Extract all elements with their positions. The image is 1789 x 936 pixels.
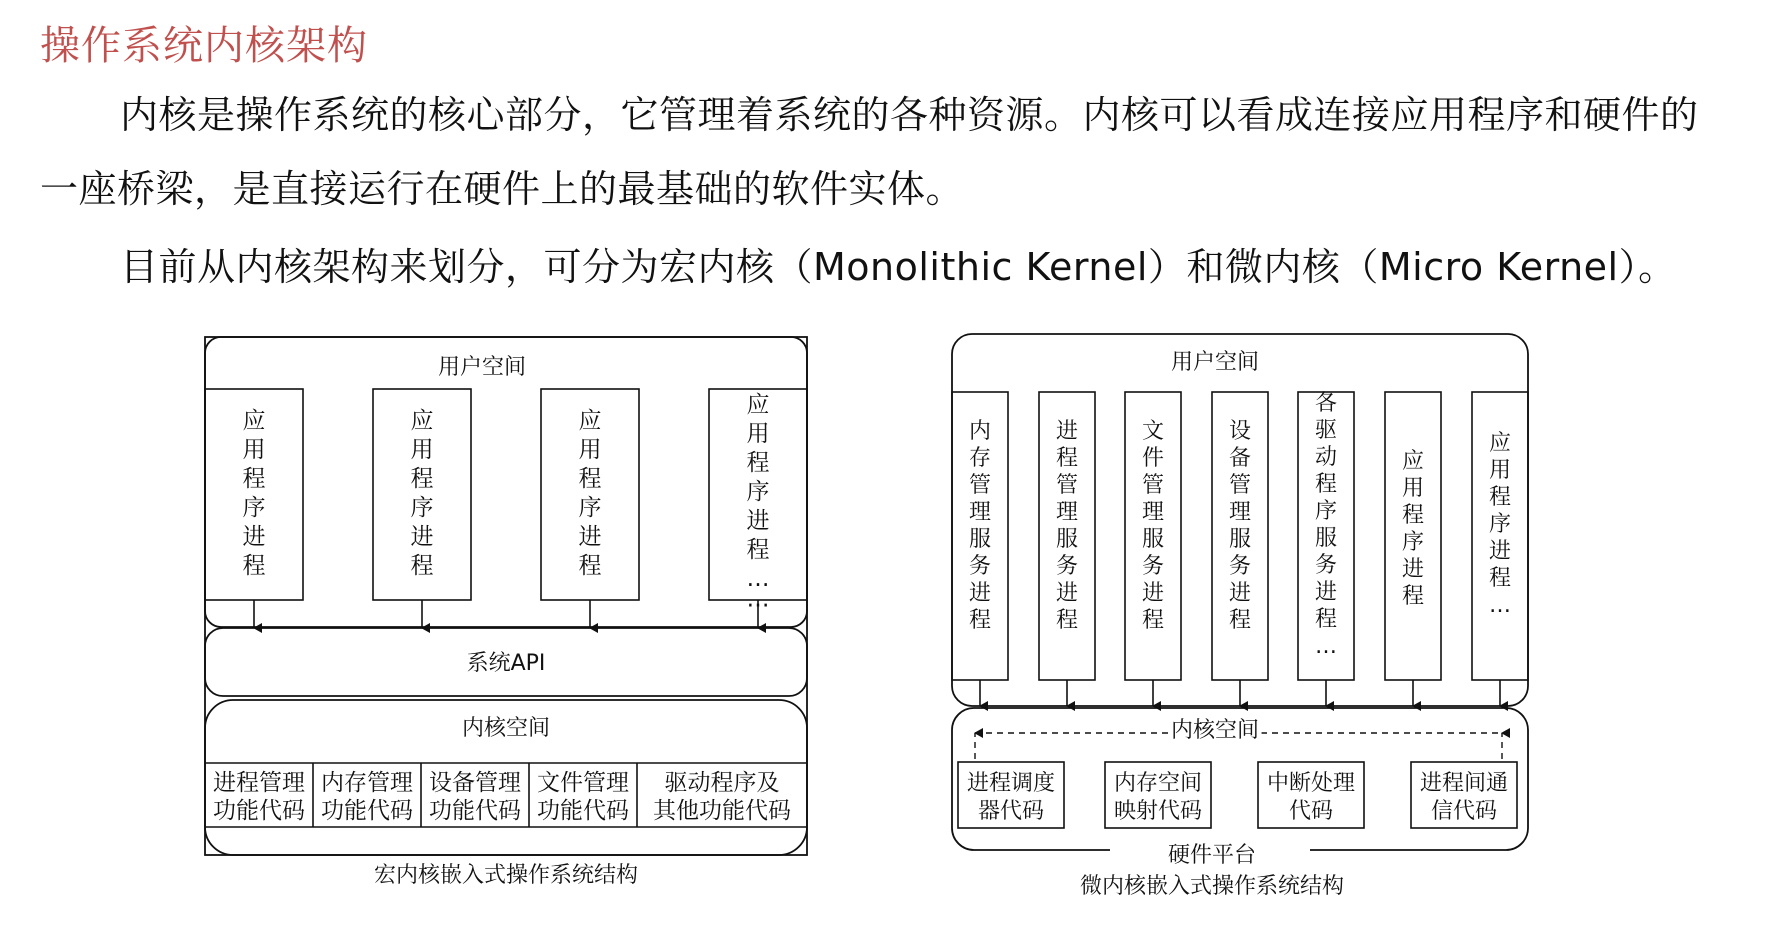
svg-text:用: 用 — [1488, 458, 1512, 483]
svg-text:件: 件 — [1141, 446, 1165, 471]
svg-text:进: 进 — [1314, 580, 1338, 605]
macro-user-space-box — [205, 337, 807, 627]
svg-text:管: 管 — [1141, 473, 1165, 498]
svg-text:程: 程 — [1488, 485, 1512, 510]
svg-text:进: 进 — [1141, 581, 1165, 606]
svg-text:程: 程 — [746, 450, 770, 476]
macro-kernel-space-label: 内核空间 — [461, 716, 551, 741]
svg-text:各: 各 — [1314, 391, 1338, 416]
svg-text:程: 程 — [410, 466, 434, 492]
svg-text:进: 进 — [1055, 419, 1079, 444]
micro-kernel-space-label: 内核空间 — [1170, 718, 1260, 743]
svg-text:程: 程 — [1314, 472, 1338, 497]
micro-service-label-5 — [1315, 391, 1337, 659]
micro-service-1 — [952, 392, 1008, 680]
svg-text:存: 存 — [968, 446, 992, 471]
svg-text:程: 程 — [1228, 608, 1252, 633]
svg-text:用: 用 — [410, 437, 434, 463]
svg-text:驱动程序及: 驱动程序及 — [664, 770, 780, 796]
svg-text:进程管理: 进程管理 — [213, 770, 305, 796]
svg-text:管: 管 — [968, 473, 992, 498]
svg-text:…: … — [746, 566, 770, 592]
svg-text:进程调度: 进程调度 — [966, 771, 1056, 796]
macro-process-label-2 — [411, 408, 434, 579]
svg-text:程: 程 — [1055, 608, 1079, 633]
svg-text:用: 用 — [1401, 476, 1425, 501]
svg-text:程: 程 — [968, 608, 992, 633]
micro-hardware-label: 硬件平台 — [1167, 843, 1257, 868]
macro-module-4 — [529, 763, 629, 827]
micro-service-label-6 — [1402, 449, 1424, 609]
macro-process-2 — [373, 389, 471, 600]
svg-text:务: 务 — [968, 554, 992, 579]
micro-service-label-3 — [1142, 419, 1164, 633]
micro-services — [952, 391, 1528, 706]
intro-paragraph-line-1: 内核是操作系统的核心部分，它管理着系统的各种资源。内核可以看成连接应用程序和硬件的 — [120, 93, 1699, 137]
svg-text:程: 程 — [1055, 446, 1079, 471]
svg-text:功能代码: 功能代码 — [321, 798, 413, 824]
svg-text:进程间通: 进程间通 — [1419, 771, 1509, 796]
macro-process-4 — [709, 389, 807, 612]
svg-text:功能代码: 功能代码 — [213, 798, 305, 824]
svg-text:程: 程 — [1401, 503, 1425, 528]
svg-text:管: 管 — [1228, 473, 1252, 498]
svg-text:服: 服 — [968, 527, 992, 552]
svg-text:服: 服 — [1228, 527, 1252, 552]
macro-processes — [205, 389, 807, 628]
svg-text:功能代码: 功能代码 — [429, 798, 521, 824]
svg-text:理: 理 — [1055, 500, 1079, 525]
svg-text:理: 理 — [968, 500, 992, 525]
svg-text:程: 程 — [242, 466, 266, 492]
svg-text:进: 进 — [968, 581, 992, 606]
micro-user-space-label: 用户空间 — [1170, 350, 1260, 375]
svg-text:功能代码: 功能代码 — [537, 798, 629, 824]
micro-service-label-2 — [1056, 419, 1078, 633]
svg-text:内存空间: 内存空间 — [1113, 771, 1203, 796]
macro-module-5 — [637, 763, 791, 827]
intro-paragraph-line-2: 一座桥梁，是直接运行在硬件上的最基础的软件实体。 — [40, 167, 965, 211]
micro-service-5 — [1298, 391, 1354, 680]
micro-service-4 — [1212, 392, 1268, 680]
svg-text:设备管理: 设备管理 — [429, 770, 521, 796]
svg-text:序: 序 — [242, 495, 266, 521]
svg-text:序: 序 — [1488, 512, 1512, 537]
micro-service-2 — [1039, 392, 1095, 680]
svg-text:程: 程 — [578, 553, 602, 579]
svg-text:进: 进 — [410, 524, 434, 550]
micro-module-3 — [1258, 762, 1364, 828]
svg-text:服: 服 — [1314, 526, 1338, 551]
macro-caption: 宏内核嵌入式操作系统结构 — [373, 863, 639, 888]
macro-process-label-1 — [243, 408, 266, 579]
micro-service-label-1 — [969, 419, 991, 633]
svg-text:用: 用 — [242, 437, 266, 463]
macro-module-3 — [421, 763, 521, 827]
svg-text:程: 程 — [1401, 584, 1425, 609]
macro-api-label: 系统API — [466, 651, 546, 676]
svg-text:应: 应 — [746, 392, 770, 418]
micro-service-7 — [1472, 392, 1528, 680]
svg-text:务: 务 — [1141, 554, 1165, 579]
micro-service-label-7 — [1489, 431, 1511, 618]
svg-text:应: 应 — [1488, 431, 1512, 456]
svg-text:序: 序 — [410, 495, 434, 521]
slide-title: 操作系统内核架构 — [40, 23, 368, 69]
svg-text:其他功能代码: 其他功能代码 — [653, 798, 791, 824]
macro-process-label-4 — [747, 392, 770, 612]
svg-text:动: 动 — [1314, 445, 1338, 470]
svg-text:中断处理: 中断处理 — [1266, 771, 1356, 796]
micro-kernel-diagram — [952, 334, 1528, 899]
svg-text:内: 内 — [968, 419, 992, 444]
svg-text:…: … — [1489, 593, 1511, 618]
micro-service-6 — [1385, 392, 1441, 680]
svg-text:程: 程 — [1141, 608, 1165, 633]
svg-text:序: 序 — [1401, 530, 1425, 555]
svg-text:内存管理: 内存管理 — [321, 770, 413, 796]
macro-module-2 — [313, 763, 413, 827]
svg-text:程: 程 — [746, 537, 770, 563]
macro-modules — [205, 763, 807, 827]
svg-text:进: 进 — [578, 524, 602, 550]
svg-text:序: 序 — [578, 495, 602, 521]
svg-text:…: … — [1315, 634, 1337, 659]
classification-paragraph: 目前从内核架构来划分，可分为宏内核（Monolithic Kernel）和微内核（Micro Kernel）。 — [120, 245, 1677, 289]
svg-text:服: 服 — [1141, 527, 1165, 552]
svg-text:程: 程 — [578, 466, 602, 492]
svg-text:用: 用 — [578, 437, 602, 463]
svg-text:理: 理 — [1228, 500, 1252, 525]
svg-text:务: 务 — [1314, 553, 1338, 578]
svg-text:应: 应 — [1401, 449, 1425, 474]
svg-text:程: 程 — [1314, 607, 1338, 632]
svg-text:代码: 代码 — [1288, 799, 1334, 824]
macro-process-label-3 — [579, 408, 602, 579]
svg-text:应: 应 — [242, 408, 266, 434]
macro-module-1 — [213, 770, 305, 824]
svg-text:管: 管 — [1055, 473, 1079, 498]
macro-process-1 — [205, 389, 303, 600]
svg-text:驱: 驱 — [1314, 418, 1338, 443]
micro-service-label-4 — [1229, 419, 1251, 633]
svg-text:设: 设 — [1228, 419, 1252, 444]
macro-kernel-diagram — [205, 337, 807, 888]
svg-text:程: 程 — [410, 553, 434, 579]
svg-text:进: 进 — [242, 524, 266, 550]
micro-modules — [958, 762, 1517, 828]
svg-text:进: 进 — [746, 508, 770, 534]
micro-service-3 — [1125, 392, 1181, 680]
svg-text:备: 备 — [1228, 446, 1252, 471]
svg-text:器代码: 器代码 — [977, 799, 1045, 824]
svg-text:文件管理: 文件管理 — [537, 770, 629, 796]
svg-text:务: 务 — [1228, 554, 1252, 579]
svg-text:应: 应 — [410, 408, 434, 434]
svg-text:服: 服 — [1055, 527, 1079, 552]
svg-text:应: 应 — [578, 408, 602, 434]
micro-module-4 — [1411, 762, 1517, 828]
macro-user-space-label: 用户空间 — [437, 355, 527, 380]
svg-text:序: 序 — [746, 479, 770, 505]
micro-module-2 — [1105, 762, 1211, 828]
svg-text:程: 程 — [242, 553, 266, 579]
svg-text:文: 文 — [1141, 419, 1165, 444]
svg-text:映射代码: 映射代码 — [1113, 799, 1203, 824]
micro-caption: 微内核嵌入式操作系统结构 — [1079, 874, 1345, 899]
svg-text:进: 进 — [1055, 581, 1079, 606]
svg-text:用: 用 — [746, 421, 770, 447]
svg-text:理: 理 — [1141, 500, 1165, 525]
svg-text:序: 序 — [1314, 499, 1338, 524]
svg-text:程: 程 — [1488, 566, 1512, 591]
svg-text:进: 进 — [1228, 581, 1252, 606]
macro-process-3 — [541, 389, 639, 600]
svg-text:信代码: 信代码 — [1430, 799, 1498, 824]
svg-text:…: … — [746, 586, 770, 613]
micro-module-1 — [958, 762, 1064, 828]
svg-text:务: 务 — [1055, 554, 1079, 579]
svg-text:进: 进 — [1401, 557, 1425, 582]
svg-text:进: 进 — [1488, 539, 1512, 564]
